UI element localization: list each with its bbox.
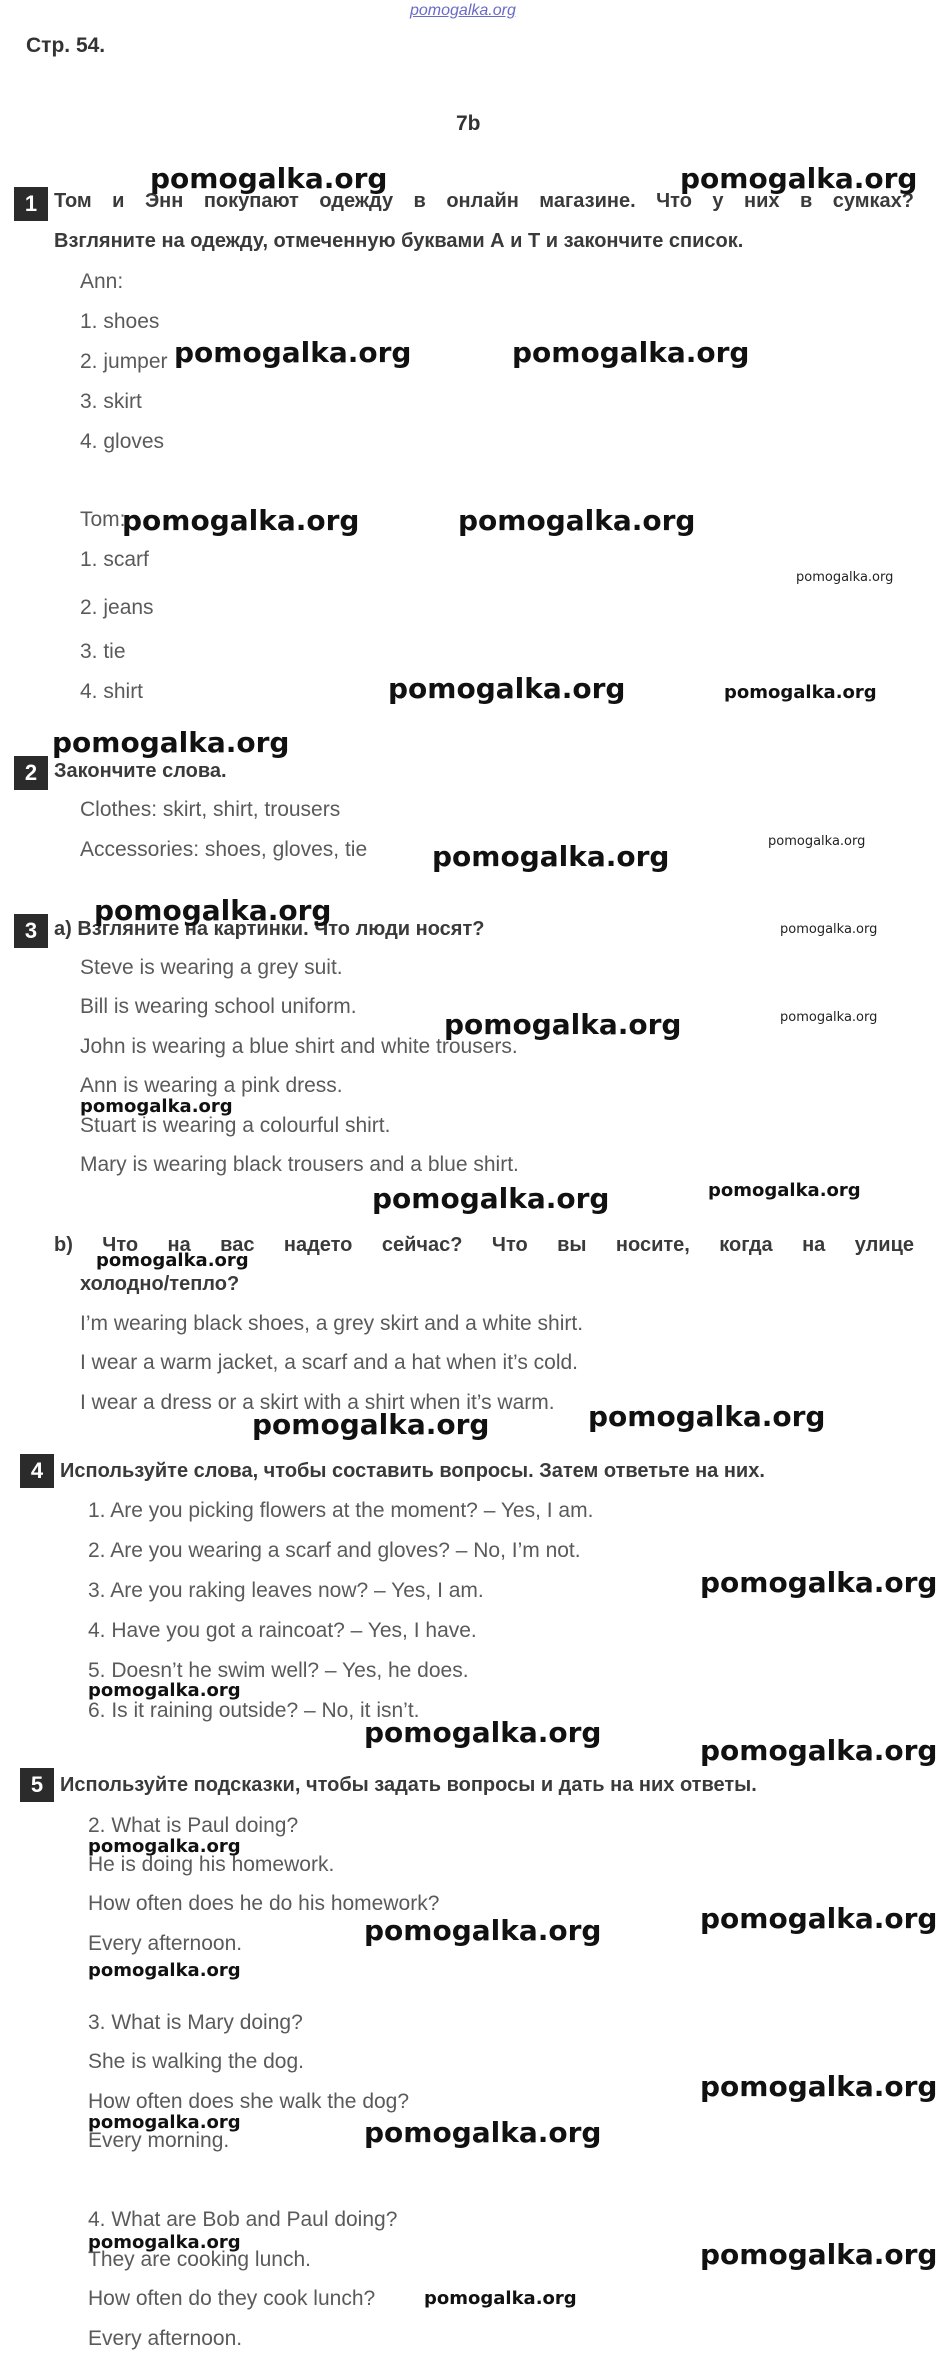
task3-line: Bill is wearing school uniform. <box>80 995 357 1018</box>
watermark: pomogalka.org <box>680 162 918 195</box>
task5-line: 2. What is Paul doing? <box>88 1814 299 1837</box>
task4-line: 3. Are you raking leaves now? – Yes, I am. <box>88 1579 484 1602</box>
task3-line: Mary is wearing black trousers and a blue shirt. <box>80 1153 519 1176</box>
task3-line: Ann is wearing a pink dress. <box>80 1074 343 1097</box>
tom-item: 1. scarf <box>80 548 149 571</box>
watermark: pomogalka.org <box>364 2116 602 2149</box>
ann-item: 3. skirt <box>80 390 142 413</box>
watermark: pomogalka.org <box>796 570 894 585</box>
task3-b-line: I wear a dress or a skirt with a shirt when it’s warm. <box>80 1391 555 1414</box>
task4-line: 5. Doesn’t he swim well? – Yes, he does. <box>88 1659 469 1682</box>
watermark: pomogalka.org <box>458 504 696 537</box>
watermark: pomogalka.org <box>88 2112 241 2133</box>
watermark: pomogalka.org <box>780 1010 878 1025</box>
watermark: pomogalka.org <box>724 682 877 703</box>
task5-line: Every afternoon. <box>88 1932 243 1955</box>
watermark: pomogalka.org <box>364 1716 602 1749</box>
watermark: pomogalka.org <box>364 1914 602 1947</box>
task5-line: 4. What are Bob and Paul doing? <box>88 2208 398 2231</box>
tom-item: 3. tie <box>80 640 126 663</box>
task5-line: They are cooking lunch. <box>88 2248 311 2271</box>
task1-title-line1: Том и Энн покупают одежду в онлайн магазине. Что у них в сумках? <box>54 190 914 212</box>
watermark: pomogalka.org <box>88 1960 241 1981</box>
ann-item: 4. gloves <box>80 430 165 453</box>
watermark: pomogalka.org <box>700 2238 938 2271</box>
task5-number: 5 <box>20 1768 54 1802</box>
task3-b-line: I’m wearing black shoes, a grey skirt and a white shirt. <box>80 1312 584 1335</box>
task3-line: Stuart is wearing a colourful shirt. <box>80 1114 391 1137</box>
tom-item: 2. jeans <box>80 596 154 619</box>
watermark: pomogalka.org <box>52 726 290 759</box>
ann-item: 1. shoes <box>80 310 160 333</box>
tom-item: 4. shirt <box>80 680 144 703</box>
task2-title: Закончите слова. <box>54 760 227 782</box>
watermark: pomogalka.org <box>372 1182 610 1215</box>
task4-title: Используйте слова, чтобы составить вопросы. Затем ответьте на них. <box>60 1460 765 1482</box>
task5-line: Every afternoon. <box>88 2327 243 2350</box>
watermark: pomogalka.org <box>122 504 360 537</box>
ann-item: 2. jumper <box>80 350 168 373</box>
unit-title: 7b <box>456 112 481 135</box>
watermark: pomogalka.org <box>700 1566 938 1599</box>
watermark: pomogalka.org <box>94 894 332 927</box>
watermark: pomogalka.org <box>252 1408 490 1441</box>
watermark: pomogalka.org <box>700 1902 938 1935</box>
watermark: pomogalka.org <box>780 922 878 937</box>
task5-line: She is walking the dog. <box>88 2050 304 2073</box>
task3-b-line: I wear a warm jacket, a scarf and a hat when it’s cold. <box>80 1351 579 1374</box>
task3-title-b-line1: b) Что на вас надето сейчас? Что вы носите, когда на улице <box>54 1234 914 1256</box>
ann-label: Ann: <box>80 270 124 293</box>
task1-number: 1 <box>14 187 48 221</box>
watermark: pomogalka.org <box>80 1096 233 1117</box>
tom-label: Tom: <box>80 508 126 531</box>
task4-line: 6. Is it raining outside? – No, it isn’t. <box>88 1699 420 1722</box>
watermark: pomogalka.org <box>424 2288 577 2309</box>
task5-line: 3. What is Mary doing? <box>88 2011 303 2034</box>
task3-title-b-line2: холодно/тепло? <box>80 1273 240 1295</box>
watermark: pomogalka.org <box>96 1250 249 1271</box>
watermark: pomogalka.org <box>150 162 388 195</box>
watermark: pomogalka.org <box>88 2232 241 2253</box>
page-label: Стр. 54. <box>26 34 106 57</box>
task3-line: John is wearing a blue shirt and white trousers. <box>80 1035 518 1058</box>
site-logo[interactable]: pomogalka.org <box>410 2 516 19</box>
watermark: pomogalka.org <box>700 1734 938 1767</box>
task1-title-line2: Взгляните на одежду, отмеченную буквами А и Т и закончите список. <box>54 230 744 252</box>
watermark: pomogalka.org <box>700 2070 938 2103</box>
watermark: pomogalka.org <box>768 834 866 849</box>
watermark: pomogalka.org <box>88 1836 241 1857</box>
task5-line: How often does she walk the dog? <box>88 2090 410 2113</box>
task5-line: How often do they cook lunch? <box>88 2287 376 2310</box>
task2-number: 2 <box>14 756 48 790</box>
task4-number: 4 <box>20 1454 54 1488</box>
task4-line: 4. Have you got a raincoat? – Yes, I have. <box>88 1619 477 1642</box>
task5-line: Every morning. <box>88 2129 230 2152</box>
watermark: pomogalka.org <box>432 840 670 873</box>
watermark: pomogalka.org <box>444 1008 682 1041</box>
task2-line: Clothes: skirt, shirt, trousers <box>80 798 341 821</box>
task3-number: 3 <box>14 914 48 948</box>
watermark: pomogalka.org <box>588 1400 826 1433</box>
watermark: pomogalka.org <box>88 1680 241 1701</box>
task5-line: How often does he do his homework? <box>88 1892 440 1915</box>
watermark: pomogalka.org <box>708 1180 861 1201</box>
task2-line: Accessories: shoes, gloves, tie <box>80 838 368 861</box>
task4-line: 1. Are you picking flowers at the moment? – Yes, I am. <box>88 1499 594 1522</box>
task3-title-a: a) Взгляните на картинки. Что люди носят? <box>54 918 485 940</box>
task3-line: Steve is wearing a grey suit. <box>80 956 343 979</box>
watermark: pomogalka.org <box>512 336 750 369</box>
task4-line: 2. Are you wearing a scarf and gloves? – No, I’m not. <box>88 1539 581 1562</box>
watermark: pomogalka.org <box>388 672 626 705</box>
watermark: pomogalka.org <box>174 336 412 369</box>
task5-title: Используйте подсказки, чтобы задать вопросы и дать на них ответы. <box>60 1774 757 1796</box>
task5-line: He is doing his homework. <box>88 1853 335 1876</box>
